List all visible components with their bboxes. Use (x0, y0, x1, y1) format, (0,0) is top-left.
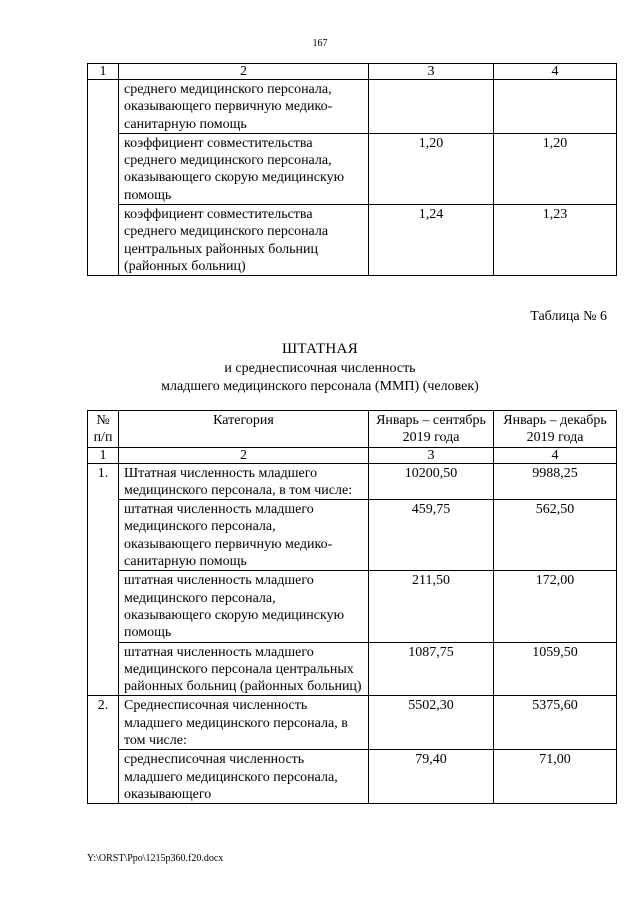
row-value: 211,50 (369, 571, 494, 642)
table-continuation (87, 63, 617, 276)
table-row (88, 750, 617, 804)
row-value: 172,00 (494, 571, 617, 642)
row-label: штатная численность младшего медицинского персонала, оказывающего первичную медико-санитарную помощь (119, 500, 369, 571)
column-header-row (88, 411, 617, 448)
row-value: 1059,50 (494, 642, 617, 696)
column-header-period2: Январь – декабрь 2019 года (494, 411, 617, 448)
row-label: штатная численность младшего медицинского персонала, оказывающего скорую медицинскую помощь (119, 571, 369, 642)
table1-header-cell: 4 (494, 64, 617, 80)
staffing-table (87, 410, 617, 804)
row-label: штатная численность младшего медицинского персонала центральных районных больниц (районных больниц) (119, 642, 369, 696)
row-label: среднего медицинского персонала, оказывающего первичную медико-санитарную помощь (119, 80, 369, 134)
row-label: Штатная численность младшего медицинского персонала, в том числе: (119, 463, 369, 500)
column-header-period1: Январь – сентябрь 2019 года (369, 411, 494, 448)
subtitle-line: и среднесписочная численность (224, 361, 416, 376)
row-value (369, 80, 494, 134)
table-subtitle (0, 360, 640, 396)
row-value: 459,75 (369, 500, 494, 571)
row-label: коэффициент совместительства среднего медицинского персонала центральных районных больниц (районных больниц) (119, 205, 369, 276)
row-value: 79,40 (369, 750, 494, 804)
table-row (88, 642, 617, 696)
table-row (88, 463, 617, 500)
row-value: 9988,25 (494, 463, 617, 500)
table-row (88, 205, 617, 276)
row-value: 1,20 (369, 133, 494, 204)
row-value: 562,50 (494, 500, 617, 571)
table1-header-cell: 1 (88, 64, 119, 80)
row-value: 1,20 (494, 133, 617, 204)
table-row (88, 133, 617, 204)
table-row (88, 571, 617, 642)
table1-header-row (88, 64, 617, 80)
table-label: Таблица № 6 (530, 309, 607, 324)
index-cell: 3 (369, 447, 494, 463)
table-title: ШТАТНАЯ (282, 341, 358, 357)
file-path-footer: Y:\ORST\Ppo\1215p360.f20.docx (87, 853, 224, 864)
row-value: 1,23 (494, 205, 617, 276)
row-value: 1,24 (369, 205, 494, 276)
table-row (88, 696, 617, 750)
index-cell: 2 (119, 447, 369, 463)
row-num: 1. (88, 463, 119, 696)
row-value: 1087,75 (369, 642, 494, 696)
table-row (88, 80, 617, 134)
column-header-category: Категория (119, 411, 369, 448)
row-num: 2. (88, 696, 119, 804)
row-value (494, 80, 617, 134)
table1-header-cell: 2 (119, 64, 369, 80)
subtitle-line: младшего медицинского персонала (ММП) (человек) (161, 379, 479, 394)
table1-header-cell: 3 (369, 64, 494, 80)
row-value: 5502,30 (369, 696, 494, 750)
row-value: 10200,50 (369, 463, 494, 500)
table-row (88, 500, 617, 571)
index-row (88, 447, 617, 463)
row-value: 5375,60 (494, 696, 617, 750)
row-value: 71,00 (494, 750, 617, 804)
column-header-num: № п/п (88, 411, 119, 448)
row-label: коэффициент совместительства среднего медицинского персонала, оказывающего скорую медицинскую помощь (119, 133, 369, 204)
row-label: среднесписочная численность младшего медицинского персонала, оказывающего (119, 750, 369, 804)
index-cell: 4 (494, 447, 617, 463)
row-label: Среднесписочная численность младшего медицинского персонала, в том числе: (119, 696, 369, 750)
page-number: 167 (312, 38, 328, 49)
index-cell: 1 (88, 447, 119, 463)
table1-num-cell (88, 80, 119, 276)
